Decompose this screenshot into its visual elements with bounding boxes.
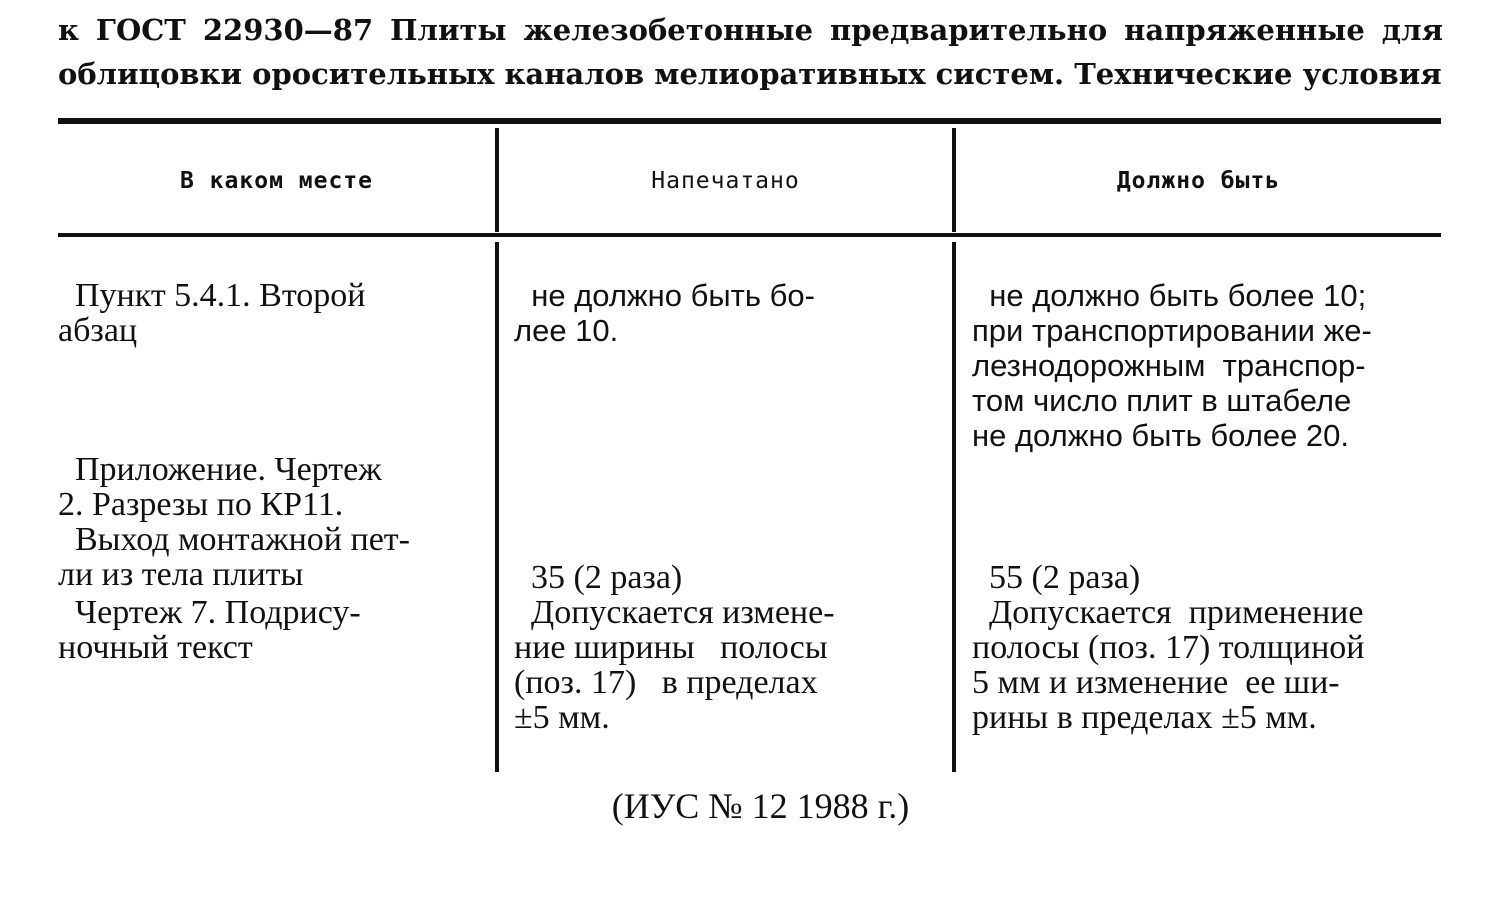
row-3-should-be: Допускается применение полосы (поз. 17) толщиной 5 мм и изменение ее ши- рины в пределах ±5 мм. <box>972 594 1365 736</box>
row-2-printed: 35 (2 раза) <box>514 559 683 596</box>
heading-line-1: к ГОСТ 22930—87 Плиты железобетонные предварительно напряженные для <box>58 13 1443 47</box>
row-1-place: Пункт 5.4.1. Второй абзац <box>58 277 366 349</box>
row-2-should-be: 55 (2 раза) <box>972 559 1141 596</box>
column-header-printed: Напечатано <box>651 168 800 194</box>
row-3-place: Чертеж 7. Подрису- ночный текст <box>58 594 361 666</box>
body-column-divider-2 <box>952 242 956 772</box>
column-header-should-be: Должно быть <box>1116 168 1281 194</box>
row-1-printed: не должно быть бо- лее 10. <box>514 278 815 348</box>
row-1-should-be: не должно быть более 10; при транспортировании же- лезнодорожным транспор- том число плит в штабеле не должно быть более 20. <box>972 278 1372 453</box>
row-3-printed: Допускается измене- ние ширины полосы (поз. 17) в пределах ±5 мм. <box>514 594 835 736</box>
amendment-heading <box>58 8 1443 96</box>
issue-reference: (ИУС № 12 1988 г.) <box>611 786 910 826</box>
row-2-place: Приложение. Чертеж 2. Разрезы по КР11. Выход монтажной пет- ли из тела плиты <box>58 451 410 593</box>
column-header-place: В каком месте <box>179 168 373 194</box>
heading-line-2: облицовки оросительных каналов мелиоративных систем. Технические условия <box>58 57 1442 91</box>
table-top-rule <box>58 118 1441 124</box>
table-header-rule <box>58 233 1441 237</box>
body-column-divider-1 <box>495 242 499 772</box>
